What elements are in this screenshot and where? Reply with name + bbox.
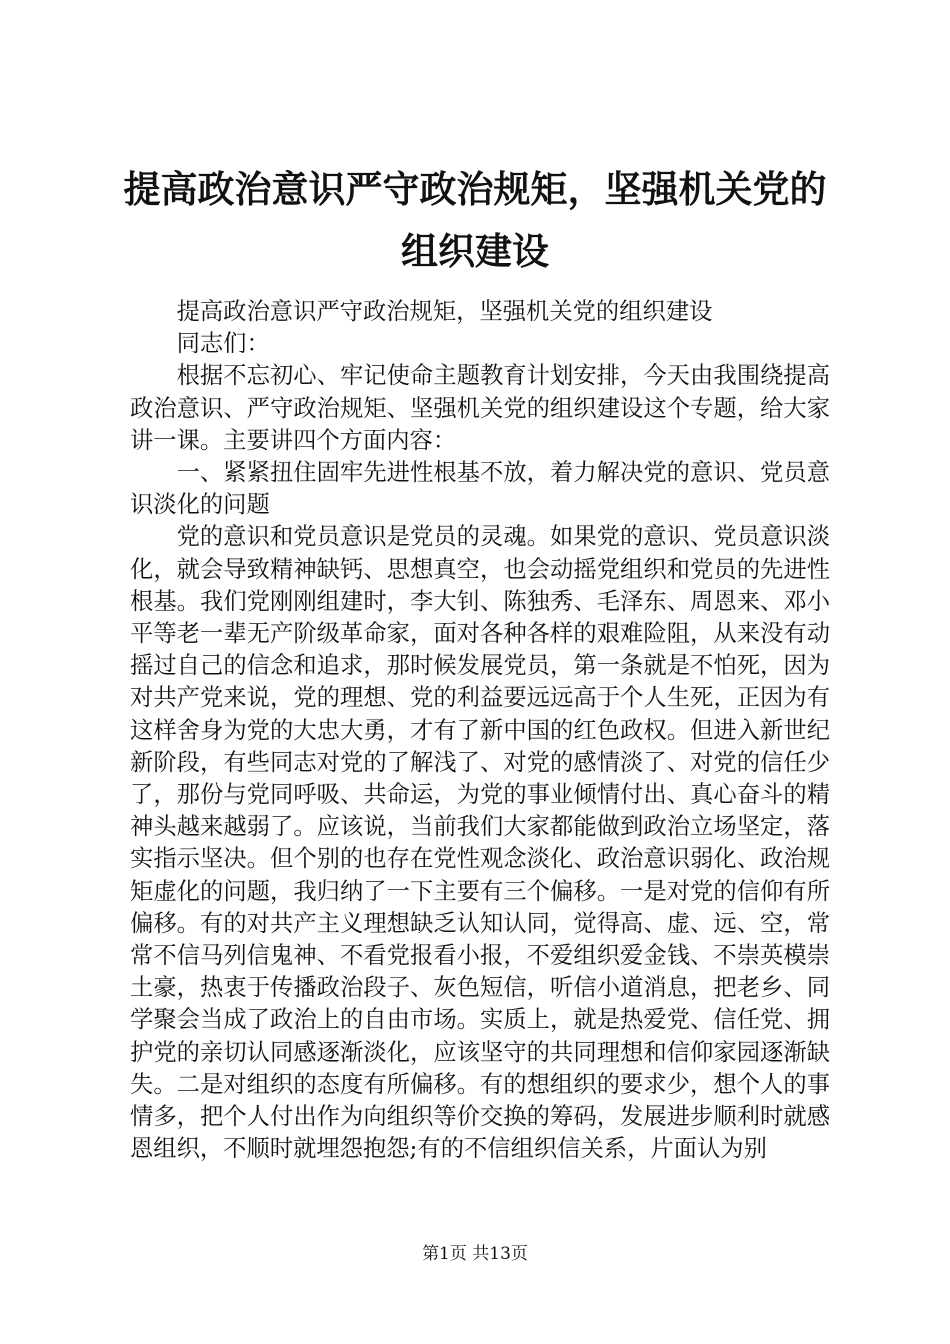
document-title: 提高政治意识严守政治规矩，坚强机关党的组织建设 — [123, 167, 827, 273]
paragraph-subtitle: 提高政治意识严守政治规矩，坚强机关党的组织建设 — [176, 298, 713, 325]
paragraph-section-heading: 一、紧紧扭住固牢先进性根基不放，着力解决党的意识、党员意识淡化的问题 — [130, 459, 830, 519]
paragraph-intro: 根据不忘初心、牢记使命主题教育计划安排，今天由我围绕提高政治意识、严守政治规矩、坚强机关党的组织建设这个专题，给大家讲一课。主要讲四个方面内容： — [130, 362, 830, 454]
paragraph-main: 党的意识和党员意识是党员的灵魂。如果党的意识、党员意识淡化，就会导致精神缺钙、思想真空，也会动摇党组织和党员的先进性根基。我们党刚刚组建时，李大钊、陈独秀、毛泽东、周恩来、邓小平等老一辈无产阶级革命家，面对各种各样的艰难险阻，从来没有动摇过自己的信念和追求，那时候发展党员，第一条就是不怕死，因为对共产党来说，党的理想、党的利益要远远高于个人生死，正因为有这样舍身为党的大忠大勇，才有了新中国的红色政权。但进入新世纪新阶段，有些同志对党的了解浅了、对党的感情淡了、对党的信任少了，那份与党同呼吸、共命运，为党的事业倾情付出、真心奋斗的精神头越来越弱了。应该说，当前我们大家都能做到政治立场坚定，落实指示坚决。但个别的也存在党性观念淡化、政治意识弱化、政治规矩虚化的问题，我归纳了一下主要有三个偏移。一是对党的信仰有所偏移。有的对共产主义理想缺乏认知认同，觉得高、虚、远、空，常常不信马列信鬼神、不看党报看小报，不爱组织爱金钱、不崇英模崇土豪，热衷于传播政治段子、灰色短信，听信小道消息，把老乡、同学聚会当成了政治上的自由市场。实质上，就是热爱党、信任党、拥护党的亲切认同感逐渐淡化，应该坚守的共同理想和信仰家园逐渐缺失。二是对组织的态度有所偏移。有的想组织的要求少，想个人的事情多，把个人付出作为向组织等价交换的筹码，发展进步顺利时就感恩组织，不顺时就埋怨抱怨;有的不信组织信关系，片面认为别 — [130, 523, 830, 1163]
page-footer: 第1页 共13页 — [422, 1244, 528, 1264]
paragraph-salutation: 同志们： — [176, 330, 270, 358]
document-body — [130, 296, 830, 1165]
